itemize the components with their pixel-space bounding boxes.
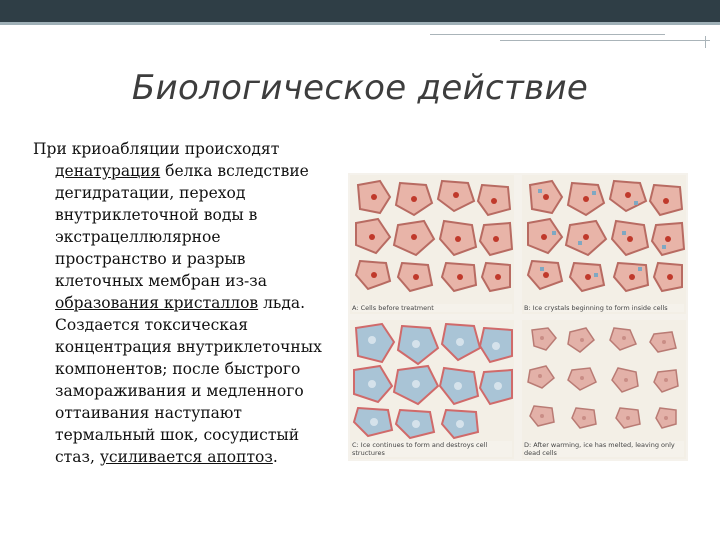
panel-b-caption: B: Ice crystals beginning to form inside cells [524, 304, 684, 312]
term-denaturation: денатурация [55, 162, 161, 180]
panel-d-caption: D: After warming, ice has melted, leaving only dead cells [524, 441, 684, 457]
panel-c [350, 320, 514, 459]
panel-c-cells [350, 320, 514, 459]
decorative-line [705, 36, 706, 48]
body-continuation [33, 160, 333, 468]
term-apoptosis: усиливается апоптоз [99, 448, 273, 466]
top-bar [0, 0, 720, 22]
panel-c-caption: C: Ice continues to form and destroys cell structures [352, 441, 512, 457]
body-segment: льда. Создается токсическая концентрация внутриклеточных компонентов; после быстрого замораживания и медленного оттаивания наступают термальный шок, сосудистый стаз, [55, 294, 322, 466]
top-bar-accent [0, 22, 720, 25]
panel-a-caption: A: Cells before treatment [352, 304, 512, 312]
cryoablation-figure [348, 173, 688, 461]
body-segment: белка вследствие дегидратации, переход внутриклеточной воды в экстрацеллюлярное пространство и разрыв клеточных мембран из-за [55, 162, 309, 290]
panel-d-cells [522, 320, 686, 459]
panel-a-cells [350, 175, 514, 314]
body-line-1: При криоабляции происходят [33, 140, 280, 158]
panel-b [522, 175, 686, 314]
decorative-line [500, 40, 710, 41]
panel-d [522, 320, 686, 459]
panel-b-cells [522, 175, 686, 314]
decorative-line [430, 34, 665, 35]
slide-title: Биологическое действие [131, 68, 589, 108]
panel-a [350, 175, 514, 314]
slide-body-text [33, 138, 333, 468]
body-end: . [272, 448, 278, 466]
term-crystals: образования кристаллов [55, 294, 259, 312]
